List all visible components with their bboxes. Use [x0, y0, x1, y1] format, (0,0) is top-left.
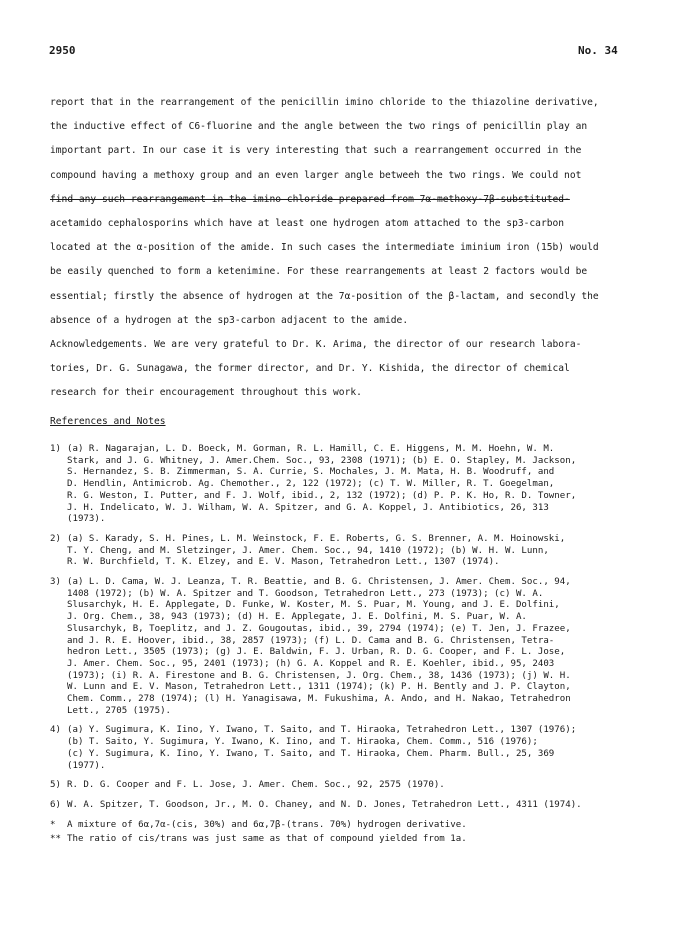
- reference-item: [50, 800, 630, 812]
- reference-number: 3): [50, 577, 61, 588]
- reference-number: 1): [50, 444, 61, 454]
- reference-line: (1977).: [67, 760, 106, 771]
- footnote-text: A mixture of 6α,7α-(cis, 30%) and 6α,7β-(trans. 70%) hydrogen derivative.: [67, 819, 467, 830]
- reference-line: R. D. G. Cooper and F. L. Jose, J. Amer. Chem. Soc., 92, 2575 (1970).: [67, 780, 445, 791]
- reference-item: [50, 577, 630, 717]
- reference-line: D. Hendlin, Antimicrob. Ag. Chemother., 2, 122 (1972); (c) T. W. Miller, R. T. Goegelman,: [67, 479, 555, 490]
- reference-text: [67, 780, 445, 792]
- reference-item: [50, 534, 630, 569]
- reference-line: Chem. Comm., 278 (1974); (l) H. Yanagisawa, M. Fukushima, A. Ando, and H. Nakao, Tetrahedron: [67, 694, 571, 705]
- reference-number: 6): [50, 799, 61, 810]
- reference-line: J. H. Indelicato, W. J. Wilham, W. A. Spitzer, and G. A. Koppel, J. Antibiotics, 26, 313: [67, 502, 549, 513]
- footnote-text: The ratio of cis/trans was just same as that of compound yielded from 1a.: [67, 834, 467, 845]
- reference-line: (a) R. Nagarajan, L. D. Boeck, M. Gorman, R. L. Hamill, C. E. Higgens, M. M. Hoehn, W. M.: [67, 444, 555, 454]
- reference-line: R. G. Weston, I. Putter, and F. J. Wolf, ibid., 2, 132 (1972); (d) P. P. K. Ho, R. D. Towner,: [67, 490, 577, 501]
- text-line-struck: find any such rearrangement in the imino chloride prepared from 7α-methoxy-7β-substituted-: [50, 193, 570, 205]
- text-line: located at the α-position of the amide. In such cases the intermediate iminium iron (15b) would: [50, 242, 599, 254]
- reference-item: [50, 725, 630, 772]
- reference-line: Stark, and J. G. Whitney, J. Amer.Chem. Soc., 93, 2308 (1971); (b) E. O. Stapley, M. Jackson,: [67, 455, 577, 466]
- reference-line: (c) Y. Sugimura, K. Iino, Y. Iwano, T. Saito, and T. Hiraoka, Chem. Pharm. Bull., 25, 369: [67, 748, 555, 759]
- reference-line: Slusarchyk, H. E. Applegate, D. Funke, W. Koster, M. S. Puar, M. Young, and J. E. Dolfini,: [67, 600, 560, 611]
- reference-line: (1973); (i) R. A. Firestone and B. G. Christensen, J. Org. Chem., 38, 1436 (1973); (j) W. H.: [67, 670, 571, 681]
- reference-text: [67, 577, 571, 717]
- text-line: acetamido cephalosporins which have at least one hydrogen atom attached to the sp3-carbon: [50, 217, 565, 229]
- footnote-item: [50, 820, 630, 832]
- reference-line: and J. R. E. Hoover, ibid., 38, 2857 (1973); (f) L. D. Cama and B. G. Christensen, Tetra-: [67, 635, 555, 646]
- reference-line: W. Lunn and E. V. Mason, Tetrahedron Lett., 1311 (1974); (k) P. H. Bently and J. P. Clayton,: [67, 682, 571, 693]
- references-heading: References and Notes: [50, 416, 166, 427]
- reference-line: J. Org. Chem., 38, 943 (1973); (d) H. E. Applegate, J. E. Dolfini, M. S. Puar, W. A.: [67, 612, 527, 623]
- text-line: research for their encouragement throughout this work.: [50, 387, 362, 399]
- reference-line: (a) L. D. Cama, W. J. Leanza, T. R. Beattie, and B. G. Christensen, J. Amer. Chem. Soc., 94,: [67, 577, 571, 588]
- reference-line: W. A. Spitzer, T. Goodson, Jr., M. O. Chaney, and N. D. Jones, Tetrahedron Lett., 4311 (1974).: [67, 799, 582, 810]
- reference-item: [50, 444, 630, 526]
- page-number: 2950: [49, 44, 76, 57]
- reference-line: (b) T. Saito, Y. Sugimura, Y. Iwano, K. Iino, and T. Hiraoka, Chem. Comm., 516 (1976);: [67, 737, 538, 748]
- acknowledgements-paragraph: [50, 333, 630, 406]
- reference-number: 5): [50, 780, 61, 791]
- reference-line: hedron Lett., 3505 (1973); (g) J. E. Baldwin, F. J. Urban, R. D. G. Cooper, and F. L. Jose,: [67, 647, 566, 658]
- text-line: absence of a hydrogen at the sp3-carbon adjacent to the amide.: [50, 314, 409, 326]
- reference-text: [67, 534, 565, 569]
- reference-line: Lett., 2705 (1975).: [67, 705, 172, 716]
- reference-number: 2): [50, 533, 61, 544]
- reference-text: [67, 444, 576, 526]
- footnote-item: [50, 834, 630, 846]
- text-line: compound having a methoxy group and an even larger angle betweeh the two rings. We could not: [50, 169, 582, 181]
- footnote-marker: *: [50, 819, 56, 830]
- reference-text: [67, 725, 576, 772]
- text-line: Acknowledgements. We are very grateful to Dr. K. Arima, the director of our research labora-: [50, 339, 582, 350]
- reference-line: J. Amer. Chem. Soc., 95, 2401 (1973); (h) G. A. Koppel and R. E. Koehler, ibid., 95, 2403: [67, 658, 555, 669]
- text-line: the inductive effect of C6-fluorine and the angle between the two rings of penicillin play an: [50, 121, 588, 133]
- footnote-marker: **: [50, 834, 61, 845]
- reference-line: (a) Y. Sugimura, K. Iino, Y. Iwano, T. Saito, and T. Hiraoka, Tetrahedron Lett., 1307 (1976);: [67, 725, 577, 736]
- reference-line: Slusarchyk, B, Toeplitz, and J. Z. Gougoutas, ibid., 39, 2794 (1974); (e) T. Jen, J. Frazee,: [67, 623, 571, 634]
- text-line: essential; firstly the absence of hydrogen at the 7α-position of the β-lactam, and secondly the: [50, 290, 599, 302]
- text-line: report that in the rearrangement of the penicillin imino chloride to the thiazoline derivative,: [50, 97, 599, 108]
- text-line: important part. In our case it is very interesting that such a rearrangement occurred in the: [50, 145, 582, 157]
- journal-issue-number: No. 34: [578, 44, 618, 57]
- reference-line: (a) S. Karady, S. H. Pines, L. M. Weinstock, F. E. Roberts, G. S. Brenner, A. M. Hoinowski,: [67, 533, 566, 544]
- text-line: be easily quenched to form a ketenimine. For these rearrangements at least 2 factors would be: [50, 266, 588, 278]
- reference-text: [67, 800, 582, 812]
- reference-line: T. Y. Cheng, and M. Sletzinger, J. Amer. Chem. Soc., 94, 1410 (1972); (b) W. H. W. Lunn,: [67, 545, 549, 556]
- reference-line: S. Hernandez, S. B. Zimmerman, S. A. Currie, S. Mochales, J. M. Mata, H. B. Woodruff, and: [67, 467, 555, 478]
- reference-line: R. W. Burchfield, T. K. Elzey, and E. V. Mason, Tetrahedron Lett., 1307 (1974).: [67, 557, 500, 568]
- reference-line: (1973).: [67, 514, 106, 525]
- reference-item: [50, 780, 630, 792]
- body-paragraph-discussion: [50, 91, 630, 333]
- reference-number: 4): [50, 725, 61, 736]
- reference-line: 1408 (1972); (b) W. A. Spitzer and T. Goodson, Tetrahedron Lett., 273 (1973); (c) W. A.: [67, 588, 544, 599]
- text-line: tories, Dr. G. Sunagawa, the former director, and Dr. Y. Kishida, the director of chemical: [50, 363, 570, 375]
- reference-list: [50, 444, 630, 849]
